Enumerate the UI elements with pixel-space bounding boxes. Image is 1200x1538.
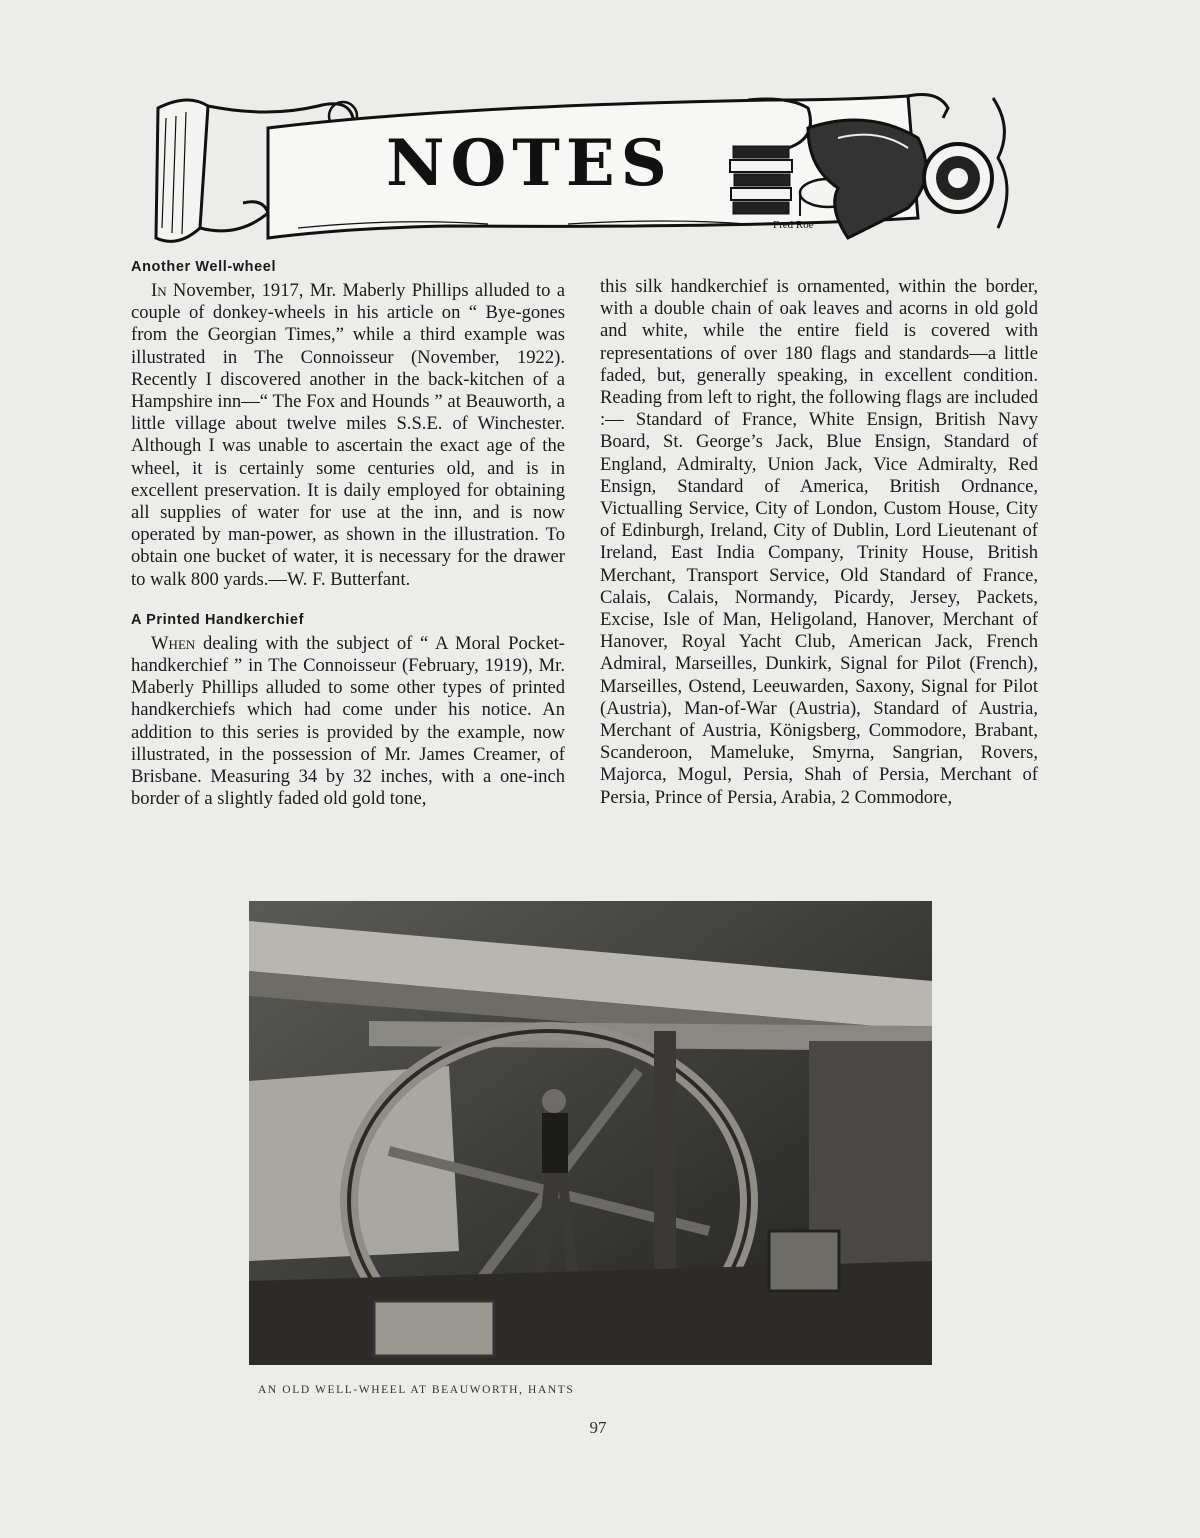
handkerchief-paragraph	[131, 633, 565, 811]
section-heading-well-wheel: Another Well-wheel	[131, 259, 277, 275]
notes-banner	[148, 88, 1020, 250]
handkerchief-body: dealing with the subject of “ A Moral Pocket-handkerchief ” in The Connoisseur (February, 1919), Mr. Maberly Phillips alluded to some other types of printed handkerchiefs which had come under his notice. An addition to this series is provided by the example, now illustrated, in the possession of Mr. James Creamer, of Brisbane. Measuring 34 by 32 inches, with a one-inch border of a slightly faded old gold tone,	[131, 632, 565, 810]
well-wheel-body: November, 1917, Mr. Maberly Phillips alluded to a couple of donkey-wheels in his article on “ Bye-gones from the Georgian Times,” while a third example was illustrated in The Connoisseur (November, 1922). Recently I discovered another in the back-kitchen of a Hampshire inn—“ The Fox and Hounds ” at Beauworth, a little village about twelve miles S.S.E. of Winchester. Although I was unable to ascertain the exact age of the wheel, it is certainly some centuries old, and is in excellent preservation. It is daily employed for obtaining all supplies of water for use at the inn, and is now operated by man-power, as shown in the illustration. To obtain one bucket of water, it is necessary for the drawer to walk 800 yards.—W. F. Butterfant.	[131, 280, 565, 590]
section-heading-handkerchief: A Printed Handkerchief	[131, 611, 305, 628]
artist-signature: Fred Roe	[773, 219, 814, 231]
drop-lead-word: When	[151, 632, 196, 654]
right-column	[600, 276, 1038, 809]
well-wheel-paragraph	[131, 280, 565, 591]
well-wheel-photograph	[249, 901, 932, 1365]
continuation-paragraph: this silk handkerchief is ornamented, within the border, with a double chain of oak leaves and acorns in old gold and white, while the entire field is covered with representations of over 180 flags and standards—a little faded, but, generally speaking, in excellent condition. Reading from left to right, the following flags are included :— Standard of France, White Ensign, British Navy Board, St. George’s Jack, Blue Ensign, Standard of England, Admiralty, Union Jack, Vice Admiralty, Red Ensign, Standard of America, British Ordnance, Victualling Service, City of London, Custom House, City of Edinburgh, Ireland, City of Dublin, Lord Lieutenant of Ireland, East India Company, Trinity House, British Merchant, Transport Service, Old Standard of France, Calais, Calais, Normandy, Picardy, Jersey, Packets, Excise, Isle of Man, Heligoland, Hanover, Merchant of Hanover, Royal Yacht Club, American Jack, French Admiral, Marseilles, Dunkirk, Signal for Pilot (French), Marseilles, Ostend, Leeuwarden, Saxony, Signal for Pilot (Austria), Man-of-War (Austria), Standard of Austria, Merchant of Austria, Königsberg, Commodore, Brabant, Scanderoon, Mameluke, Smyrna, Sangrian, Rovers, Majorca, Mogul, Persia, Shah of Persia, Merchant of Persia, Prince of Persia, Arabia, 2 Commodore,	[600, 276, 1038, 808]
left-column	[131, 258, 565, 810]
photo-illustration	[249, 901, 932, 1365]
drop-lead-word: In	[151, 280, 167, 301]
page-title: NOTES	[386, 126, 673, 201]
figure-caption: AN OLD WELL-WHEEL AT BEAUWORTH, HANTS	[258, 1384, 575, 1396]
page-number: 97	[589, 1418, 607, 1437]
